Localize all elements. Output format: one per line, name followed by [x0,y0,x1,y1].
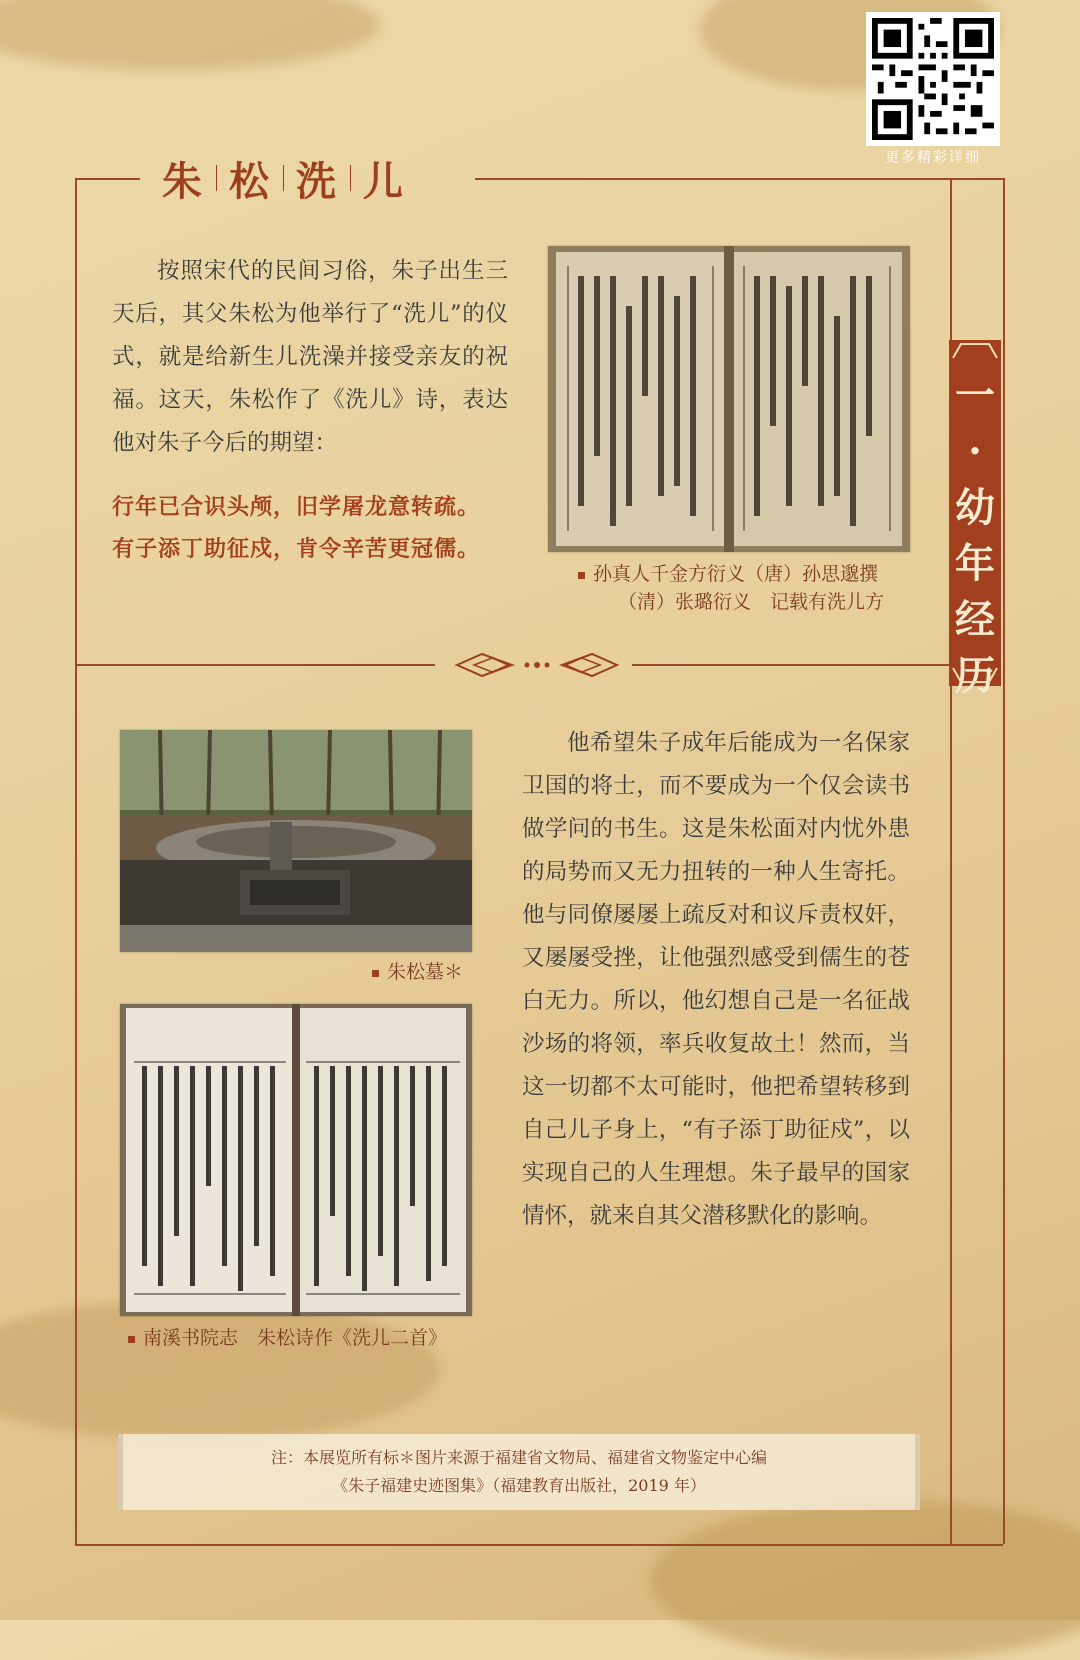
background-stain [0,0,380,70]
frame-right [1003,178,1005,1544]
caption-text: 孙真人千金方衍义（唐）孙思邈撰 [593,563,879,585]
caption-bullet [578,572,585,579]
title-char: 朱 [162,157,204,205]
ancient-book-image [548,246,910,552]
nanxi-academy-book-image [120,1004,472,1316]
tab-char: 经 [955,596,995,643]
frame-top-left [75,178,140,180]
caption-bullet [372,970,379,977]
background-stain [0,1300,440,1440]
qr-code-icon [872,18,994,140]
qr-code[interactable] [866,12,1000,146]
poem-line: 有子添丁助征戍，肯令辛苦更冠儒。 [112,536,481,562]
poem-line: 行年已合识头颅，旧学屠龙意转疏。 [112,494,481,520]
caption-text: 南溪书院志 朱松诗作《洗儿二首》 [143,1327,448,1349]
tab-char: 年 [955,540,995,587]
book-illustration [120,1004,472,1316]
book-illustration [548,246,910,552]
divider-left [75,664,435,666]
frame-bottom [75,1544,1003,1546]
caption-text: 朱松墓＊ [387,961,464,983]
tab-char: 幼 [955,484,995,531]
intro-paragraph [112,250,508,465]
tab-char: 历 [955,652,995,699]
caption-bullet [128,1336,135,1343]
title-char: 洗 [296,157,338,205]
page-title [150,148,417,208]
tab-char: · [968,428,982,475]
title-char: 儿 [363,157,405,205]
section-tab [949,340,1001,699]
note-line: 注：本展览所有标＊图片来源于福建省文物局、福建省文物鉴定中心编 [270,1448,767,1467]
tomb-photo [120,730,472,952]
tomb-caption [372,958,482,986]
caption-text: （清）张璐衍义 记载有洗儿方 [618,591,885,613]
frame-top-right [475,178,1003,180]
divider-ornament-icon [452,650,622,680]
poem [112,486,532,570]
section-tab-label [949,368,1001,704]
background-stain [650,1500,1080,1660]
main-paragraph [522,722,910,1238]
tab-char: 一 [955,372,995,419]
tomb-illustration [120,730,472,952]
divider-right [632,664,950,666]
main-text: 他希望朱子成年后能成为一名保家卫国的将士，而不要成为一个仅会读书做学问的书生。这是朱松面对内忧外患的局势而又无力扭转的一种人生寄托。他与同僚屡屡上疏反对和议斥责权奸，又屡屡受挫，让他强烈感受到儒生的苍白无力。所以，他幻想自己是一名征战沙场的将领，率兵收复故土！然而，当这一切都不太可能时，他把希望转移到自己儿子身上，“有子添丁助征戍”，以实现自己的人生理想。朱子最早的国家情怀，就来自其父潜移默化的影响。 [522,730,910,1229]
tab-bottom-ornament [949,666,1001,686]
source-note [118,1434,920,1510]
title-char: 松 [229,157,271,205]
book2-caption [128,1324,508,1352]
intro-text: 按照宋代的民间习俗，朱子出生三天后，其父朱松为他举行了“洗儿”的仪式，就是给新生儿洗澡并接受亲友的祝福。这天，朱松作了《洗儿》诗，表达他对朱子今后的期望： [112,258,508,456]
tab-top-ornament [949,340,1001,360]
qr-label: 更多精彩详细 [885,150,981,166]
frame-left [75,178,77,1544]
note-line: 《朱子福建史迹图集》（福建教育出版社，2019 年） [332,1476,706,1495]
book1-caption [578,560,918,616]
